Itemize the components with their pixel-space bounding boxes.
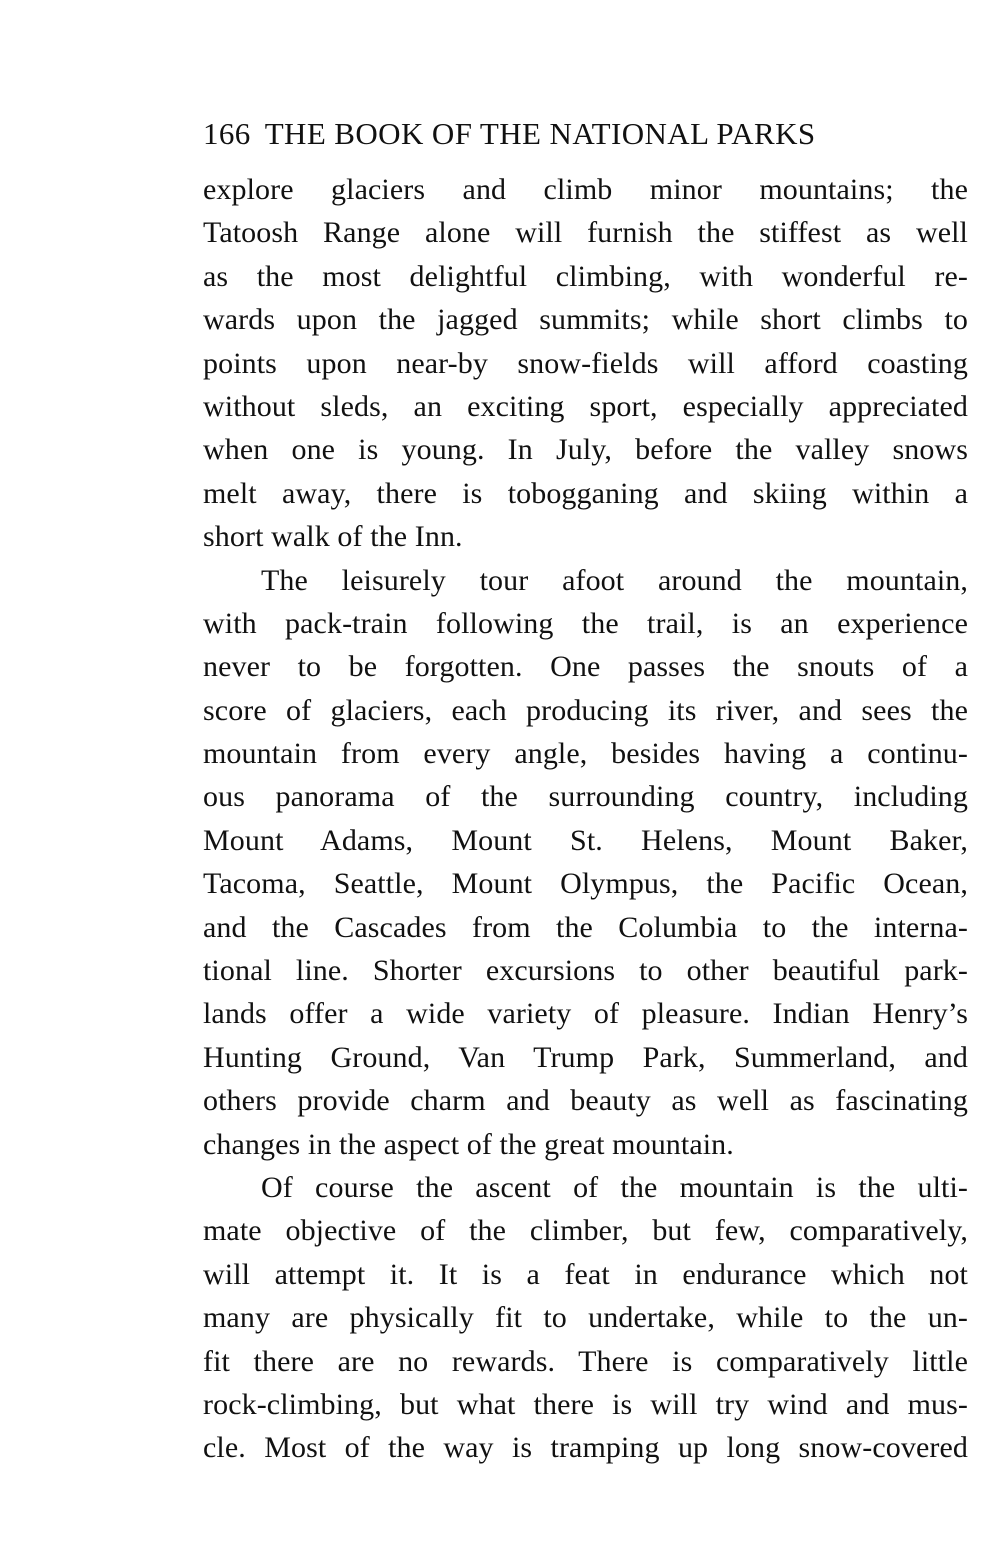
body-text [203,168,968,1470]
text-line: will attempt it. It is a feat in endurance which not [203,1257,968,1291]
text-line: The leisurely tour afoot around the mountain, [261,563,968,597]
text-line: short walk of the Inn. [203,520,463,554]
paragraph [203,168,968,559]
paragraph [203,559,968,1166]
text-line: mate objective of the climber, but few, comparatively, [203,1214,968,1248]
text-line: Tacoma, Seattle, Mount Olympus, the Pacific Ocean, [203,867,968,901]
text-line: explore glaciers and climb minor mountains; the [203,173,968,206]
text-line: Mount Adams, Mount St. Helens, Mount Baker, [203,823,968,857]
text-line: wards upon the jagged summits; while short climbs to [203,303,968,337]
text-line: others provide charm and beauty as well as fascinating [203,1084,968,1118]
text-line: Of course the ascent of the mountain is the ulti- [261,1170,968,1204]
text-line: mountain from every angle, besides having a continu- [203,737,968,771]
page-number: 166 [203,116,251,151]
text-line: fit there are no rewards. There is comparatively little [203,1344,968,1378]
text-line: ous panorama of the surrounding country, including [203,780,968,814]
text-line: melt away, there is tobogganing and skiing within a [203,476,968,510]
running-head-title: THE BOOK OF THE NATIONAL PARKS [264,116,816,151]
text-line: rock-climbing, but what there is will try wind and mus- [203,1387,968,1421]
paragraph [203,1166,968,1470]
text-line: changes in the aspect of the great mountain. [203,1127,734,1161]
text-line: tional line. Shorter excursions to other beautiful park- [203,954,968,988]
text-line: lands offer a wide variety of pleasure. Indian Henry’s [203,997,968,1031]
text-line: score of glaciers, each producing its river, and sees the [203,693,968,727]
text-line: and the Cascades from the Columbia to the interna- [203,910,968,944]
text-line: never to be forgotten. One passes the snouts of a [203,650,968,684]
text-line: without sleds, an exciting sport, especially appreciated [203,389,968,423]
text-line: when one is young. In July, before the valley snows [203,433,968,467]
text-line: as the most delightful climbing, with wonderful re- [203,259,968,293]
text-line: Hunting Ground, Van Trump Park, Summerland, and [203,1040,968,1074]
text-line: many are physically fit to undertake, while to the un- [203,1301,968,1335]
text-line: Tatoosh Range alone will furnish the stiffest as well [203,216,968,250]
text-line: with pack-train following the trail, is an experience [203,606,968,640]
running-head [203,110,973,158]
text-line: cle. Most of the way is tramping up long snow-covered [203,1431,968,1465]
text-line: points upon near-by snow-fields will afford coasting [203,346,968,380]
